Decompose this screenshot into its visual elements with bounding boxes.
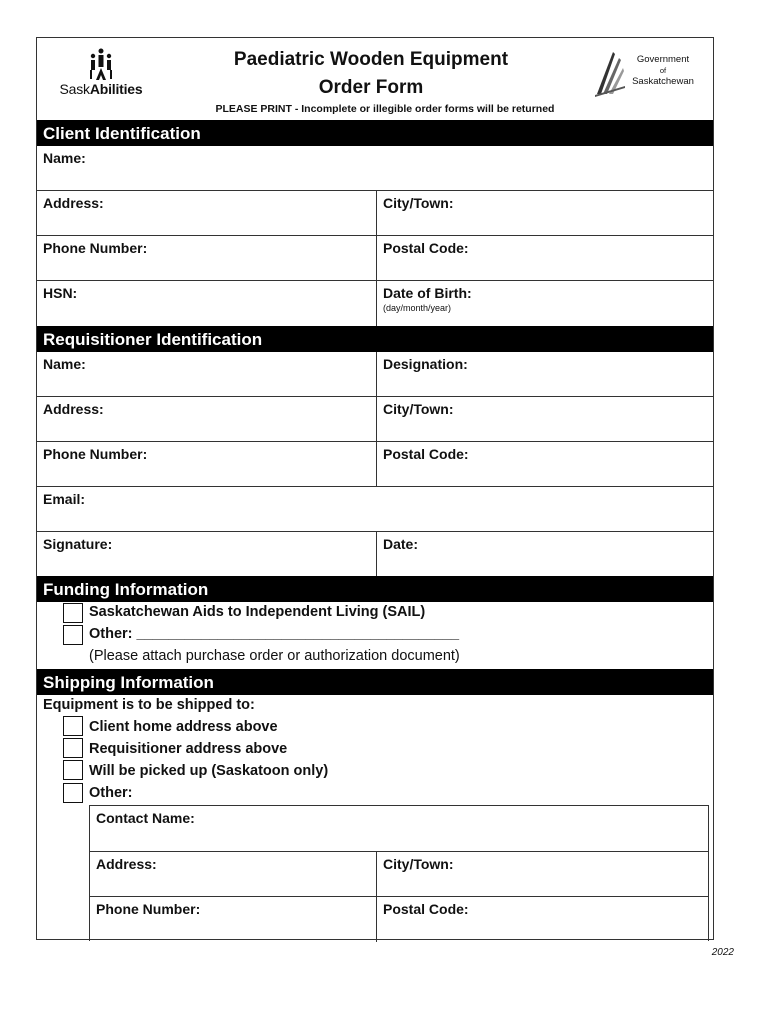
funding-other-checkbox[interactable]	[63, 625, 83, 645]
requisitioner-city-field[interactable]: City/Town:	[376, 397, 715, 441]
title-line-1: Paediatric Wooden Equipment	[233, 49, 509, 70]
client-postal-field[interactable]: Postal Code:	[376, 236, 715, 280]
requisitioner-email-row	[37, 487, 713, 532]
client-identification-heading: Client Identification	[37, 120, 713, 146]
dob-format-hint: (day/month/year)	[383, 303, 452, 313]
ship-other-checkbox[interactable]	[63, 783, 83, 803]
form-header	[37, 38, 713, 120]
client-phone-field[interactable]: Phone Number:	[43, 240, 148, 256]
funding-note: (Please attach purchase order or authorization document)	[89, 648, 460, 664]
requisitioner-phone-field[interactable]: Phone Number:	[43, 446, 148, 462]
shipping-city-field[interactable]: City/Town:	[376, 852, 708, 896]
shipping-contact-name-row	[90, 806, 708, 852]
client-phone-row	[37, 236, 713, 281]
wheat-icon	[593, 46, 627, 98]
order-form	[36, 37, 714, 940]
client-address-row	[37, 191, 713, 236]
shipping-phone-field[interactable]: Phone Number:	[96, 901, 201, 917]
funding-information-heading: Funding Information	[37, 576, 713, 602]
client-name-row	[37, 146, 713, 191]
requisitioner-name-field[interactable]: Name:	[43, 356, 86, 372]
funding-sail-checkbox[interactable]	[63, 603, 83, 623]
client-name-field[interactable]: Name:	[43, 150, 86, 166]
requisitioner-identification-heading: Requisitioner Identification	[37, 326, 713, 352]
client-address-field[interactable]: Address:	[43, 195, 104, 211]
dob-label: Date of Birth:	[383, 285, 472, 301]
government-of-saskatchewan-logo	[593, 46, 703, 98]
shipping-address-row	[90, 852, 708, 897]
print-instructions: PLEASE PRINT - Incomplete or illegible order forms will be returned	[215, 103, 555, 115]
client-city-field[interactable]: City/Town:	[376, 191, 715, 235]
shipping-lead-text: Equipment is to be shipped to:	[43, 697, 255, 713]
saskabilities-wordmark: SaskAbilities	[59, 81, 143, 97]
government-wordmark: Government of Saskatchewan	[632, 54, 694, 87]
form-year: 2022	[711, 947, 734, 958]
ship-client-home-label: Client home address above	[89, 719, 278, 735]
saskabilities-people-icon	[87, 48, 115, 80]
requisitioner-phone-row	[37, 442, 713, 487]
client-dob-field[interactable]	[376, 281, 715, 326]
shipping-phone-row	[90, 897, 708, 942]
ship-client-home-checkbox[interactable]	[63, 716, 83, 736]
requisitioner-name-row	[37, 352, 713, 397]
funding-other-label: Other: ________________________________________	[89, 626, 460, 642]
requisitioner-postal-field[interactable]: Postal Code:	[376, 442, 715, 486]
form-title	[197, 48, 545, 100]
shipping-contact-name-field[interactable]: Contact Name:	[96, 810, 195, 826]
client-hsn-row	[37, 281, 713, 326]
ship-requisitioner-checkbox[interactable]	[63, 738, 83, 758]
ship-pickup-checkbox[interactable]	[63, 760, 83, 780]
requisitioner-signature-field[interactable]: Signature:	[43, 536, 113, 552]
requisitioner-date-field[interactable]: Date:	[376, 532, 715, 576]
requisitioner-designation-field[interactable]: Designation:	[376, 352, 715, 396]
shipping-contact-table	[89, 805, 709, 941]
requisitioner-email-field[interactable]: Email:	[43, 491, 86, 507]
requisitioner-signature-row	[37, 532, 713, 576]
saskabilities-logo	[51, 48, 151, 100]
ship-requisitioner-label: Requisitioner address above	[89, 741, 288, 757]
ship-pickup-label: Will be picked up (Saskatoon only)	[89, 763, 329, 779]
client-hsn-field[interactable]: HSN:	[43, 285, 78, 301]
requisitioner-address-field[interactable]: Address:	[43, 401, 104, 417]
title-line-2: Order Form	[318, 77, 424, 98]
shipping-information-heading: Shipping Information	[37, 669, 713, 695]
funding-sail-label: Saskatchewan Aids to Independent Living (SAIL)	[89, 604, 426, 620]
ship-other-label: Other:	[89, 785, 133, 801]
requisitioner-address-row	[37, 397, 713, 442]
shipping-postal-field[interactable]: Postal Code:	[376, 897, 708, 942]
shipping-address-field[interactable]: Address:	[96, 856, 157, 872]
